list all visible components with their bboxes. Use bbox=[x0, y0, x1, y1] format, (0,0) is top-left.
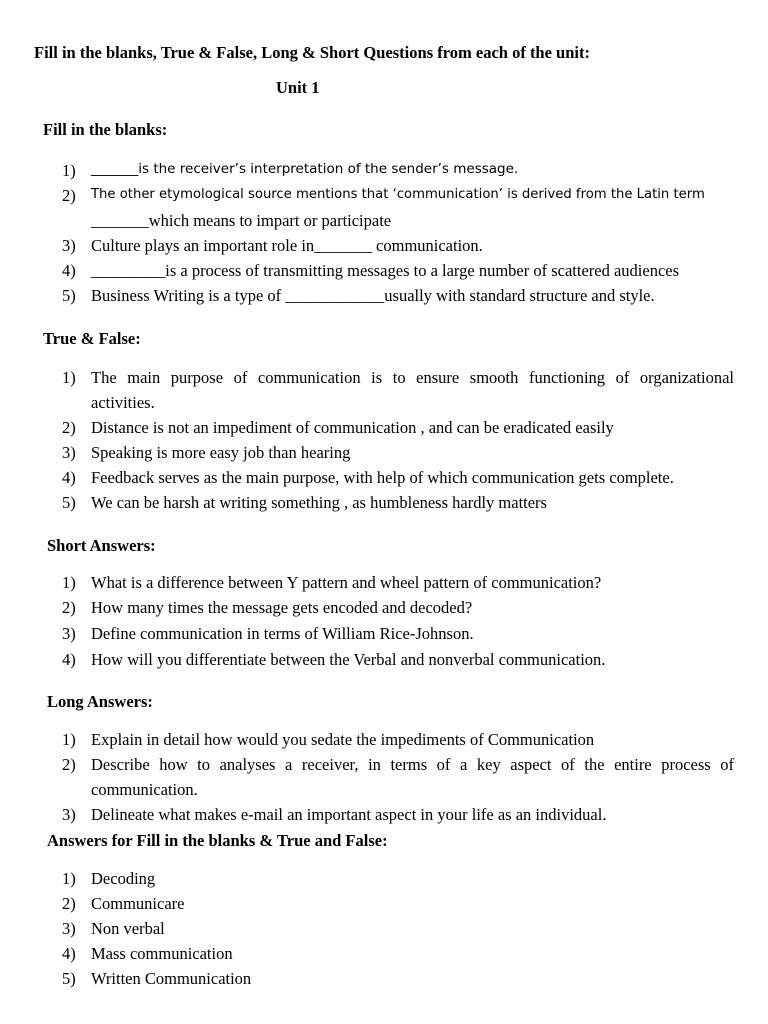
item-number: 5) bbox=[62, 286, 76, 305]
item-text: Business Writing is a type of ____________usually with standard structure and style. bbox=[91, 286, 655, 305]
item-number: 5) bbox=[62, 493, 76, 512]
item-number: 5) bbox=[62, 969, 76, 988]
item-number: 2) bbox=[62, 598, 76, 617]
list-item bbox=[62, 261, 734, 286]
item-number: 3) bbox=[62, 624, 76, 643]
item-text: _______is the receiver’s interpretation of the sender’s message. bbox=[91, 161, 519, 177]
document-heading: Fill in the blanks, True & False, Long & Short Questions from each of the unit: bbox=[34, 43, 590, 62]
list-item bbox=[62, 894, 734, 919]
item-text: The main purpose of communication is to ensure smooth functioning of organizational bbox=[91, 368, 734, 387]
list-item bbox=[62, 755, 734, 780]
list-item bbox=[62, 969, 734, 994]
item-text: Distance is not an impediment of communication , and can be eradicated easily bbox=[91, 418, 614, 437]
item-text: Culture plays an important role in_______ communication. bbox=[91, 236, 483, 255]
item-text: Mass communication bbox=[91, 944, 233, 963]
item-text-continued: _______which means to impart or participate bbox=[91, 211, 392, 230]
section-title-short-answers: Short Answers: bbox=[47, 536, 156, 555]
item-text: _________is a process of transmitting messages to a large number of scattered audiences bbox=[91, 261, 680, 280]
item-number: 3) bbox=[62, 805, 76, 824]
list-item bbox=[62, 418, 734, 443]
item-number: 2) bbox=[62, 418, 76, 437]
list-item bbox=[62, 805, 734, 830]
list-item bbox=[62, 443, 734, 468]
list-item bbox=[62, 468, 734, 493]
item-text: Non verbal bbox=[91, 919, 165, 938]
item-text: Describe how to analyses a receiver, in terms of a key aspect of the entire process of bbox=[91, 755, 734, 774]
list-item bbox=[62, 944, 734, 969]
item-number: 3) bbox=[62, 443, 76, 462]
item-number: 2) bbox=[62, 894, 76, 913]
list-item bbox=[62, 368, 734, 393]
item-text: Decoding bbox=[91, 869, 156, 888]
item-text: Written Communication bbox=[91, 969, 252, 988]
item-text-continued: activities. bbox=[91, 393, 155, 412]
item-text: How will you differentiate between the Verbal and nonverbal communication. bbox=[91, 650, 606, 669]
list-item bbox=[62, 919, 734, 944]
list-item bbox=[62, 624, 734, 649]
list-item bbox=[62, 650, 734, 675]
list-item bbox=[62, 573, 734, 598]
item-text: Explain in detail how would you sedate the impediments of Communication bbox=[91, 730, 595, 749]
unit-title: Unit 1 bbox=[276, 78, 320, 97]
item-number: 1) bbox=[62, 730, 76, 749]
item-number: 1) bbox=[62, 869, 76, 888]
list-item bbox=[62, 493, 734, 518]
item-text: We can be harsh at writing something , as humbleness hardly matters bbox=[91, 493, 547, 512]
item-text: Communicare bbox=[91, 894, 185, 913]
item-text-continued: communication. bbox=[91, 780, 198, 799]
list-item bbox=[62, 598, 734, 623]
item-number: 1) bbox=[62, 368, 76, 387]
item-number: 4) bbox=[62, 650, 76, 669]
list-item bbox=[62, 869, 734, 894]
item-text: Speaking is more easy job than hearing bbox=[91, 443, 351, 462]
item-text: Feedback serves as the main purpose, with help of which communication gets complete. bbox=[91, 468, 674, 487]
item-text: What is a difference between Y pattern and wheel pattern of communication? bbox=[91, 573, 602, 592]
list-item bbox=[62, 286, 734, 311]
section-title-long-answers: Long Answers: bbox=[47, 692, 153, 711]
item-number: 4) bbox=[62, 468, 76, 487]
section-title-fill-blanks: Fill in the blanks: bbox=[43, 120, 168, 139]
item-text: Define communication in terms of William Rice-Johnson. bbox=[91, 624, 474, 643]
item-number: 4) bbox=[62, 944, 76, 963]
item-number: 1) bbox=[62, 573, 76, 592]
item-text: Delineate what makes e-mail an important aspect in your life as an individual. bbox=[91, 805, 607, 824]
list-item bbox=[62, 161, 734, 186]
section-title-true-false: True & False: bbox=[43, 329, 141, 348]
item-text: How many times the message gets encoded and decoded? bbox=[91, 598, 473, 617]
item-number: 1) bbox=[62, 161, 76, 180]
item-number: 2) bbox=[62, 755, 76, 774]
list-item bbox=[62, 236, 734, 261]
list-item bbox=[62, 730, 734, 755]
item-number: 3) bbox=[62, 919, 76, 938]
item-number: 2) bbox=[62, 186, 76, 205]
item-number: 3) bbox=[62, 236, 76, 255]
item-number: 4) bbox=[62, 261, 76, 280]
section-title-answers: Answers for Fill in the blanks & True and False: bbox=[47, 831, 388, 850]
item-text: The other etymological source mentions that ‘communication’ is derived from the Latin term bbox=[91, 187, 705, 202]
list-item bbox=[62, 186, 734, 211]
